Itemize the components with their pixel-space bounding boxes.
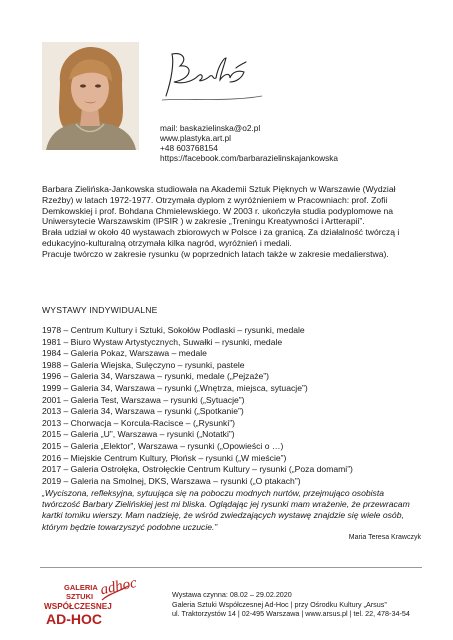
exhibition-item: 1999 – Galeria 34, Warszawa – rysunki („Wnętrza, miejsca, sytuacje”) bbox=[42, 382, 308, 393]
logo-line: SZTUKI bbox=[66, 592, 94, 601]
logo-script: adhoc bbox=[99, 575, 139, 599]
section-heading: WYSTAWY INDYWIDUALNE bbox=[42, 305, 158, 315]
footer-venue: Galeria Sztuki Współczesnej Ad-Hoc | przy Ośrodku Kultury „Arsus” bbox=[172, 599, 387, 609]
exhibition-item: 2019 – Galeria na Smolnej, DKS, Warszawa – rysunki („O ptakach”) bbox=[42, 475, 301, 486]
bio-paragraph: Brała udział w około 40 wystawach zbiorowych w Polsce i za granicą. Za działalność twórczą i edukacyjno-kulturalną otrzymała kilka nagród, wyróżnień i medali. bbox=[42, 227, 400, 248]
contact-website[interactable]: www.plastyka.art.pl bbox=[160, 133, 232, 143]
exhibition-item: 1988 – Galeria Wiejska, Sulęczyno – rysunki, pastele bbox=[42, 359, 245, 370]
exhibition-item: 1978 – Centrum Kultury i Sztuki, Sokołów Podlaski – rysunki, medale bbox=[42, 325, 305, 335]
logo-line: WSPÓŁCZESNEJ bbox=[44, 602, 112, 611]
exhibition-item: 1981 – Biuro Wystaw Artystycznych, Suwałki – rysunki, medale bbox=[42, 336, 283, 347]
exhibition-item: 1984 – Galeria Pokaz, Warszawa – medale bbox=[42, 348, 207, 359]
contact-phone: +48 603768154 bbox=[160, 143, 218, 153]
bio-paragraph: Pracuje twórczo w zakresie rysunku (w poprzednich latach także w zakresie medalierstwa). bbox=[42, 248, 389, 259]
footer-dates: Wystawa czynna: 08.02 – 29.02.2020 bbox=[172, 590, 292, 599]
exhibition-item: 2016 – Miejskie Centrum Kultury, Płońsk – rysunki („W mieście”) bbox=[42, 452, 287, 463]
footer-divider bbox=[40, 567, 422, 568]
review-quote: „Wyciszona, refleksyjna, sytuująca się na poboczu modnych nurtów, przejmująco osobista twórczość Barbary Zielińskiej jest mi bliska. Oglądając jej rysunki mam wrażenie, że przewracam kartki tomiku wierszy. Mam nadzieję, że wśród zwiedzających wystawę znajdzie się wiele osób, którym będzie towarzyszyć podobne uczucie.” bbox=[42, 488, 410, 532]
exhibition-item: 2015 – Galeria „U”, Warszawa – rysunki („Notatki”) bbox=[42, 429, 235, 440]
exhibition-item: 2001 – Galeria Test, Warszawa – rysunki („Sytuacje”) bbox=[42, 394, 245, 405]
exhibition-item: 2013 – Chorwacja – Korcula-Racisce – („Rysunki”) bbox=[42, 417, 235, 428]
quote-author: Maria Teresa Krawczyk bbox=[348, 534, 421, 541]
footer-address: ul. Traktorzystów 14 | 02-495 Warszawa | www.arsus.pl | tel. 22, 478-34-54 bbox=[172, 609, 410, 619]
gallery-logo bbox=[42, 572, 152, 634]
logo-line: GALERIA bbox=[64, 583, 98, 592]
contact-facebook[interactable]: https://facebook.com/barbarazielinskajankowska bbox=[160, 153, 339, 163]
contact-info bbox=[160, 123, 338, 163]
portrait-image bbox=[42, 42, 139, 150]
exhibition-list bbox=[42, 325, 353, 487]
artist-bio bbox=[42, 184, 428, 260]
exhibition-item: 1996 – Galeria 34, Warszawa – rysunki, medale („Pejzaże”) bbox=[42, 371, 270, 382]
exhibition-item: 2015 – Galeria „Elektor”, Warszawa – rysunki („Opowieści o …) bbox=[42, 440, 284, 451]
exhibition-item: 2013 – Galeria 34, Warszawa – rysunki („Spotkanie”) bbox=[42, 406, 244, 417]
exhibition-item: 2017 – Galeria Ostrołęka, Ostrołęckie Centrum Kultury – rysunki („Poza domami”) bbox=[42, 464, 353, 475]
contact-email[interactable]: mail: baskazielinska@o2.pl bbox=[160, 123, 261, 133]
bio-paragraph: Barbara Zielińska-Jankowska studiowała na Akademii Sztuk Pięknych w Warszawie (Wydział Rzeźby) w latach 1972-1977. Otrzymała dyplom z wyróżnieniem w Pracowniach: prof. Zofii Demkowskiej i prof. Bohdana Chmielewskiego. W 2003 r. ukończyła studia podyplomowe na Uniwersytecie Warszawskim (IPSIR ) w zakresie „Treningu Kreatywności i Artterapii”. bbox=[42, 184, 396, 227]
exhibition-footer bbox=[172, 590, 410, 619]
artist-signature bbox=[158, 48, 268, 108]
artist-portrait-photo bbox=[42, 42, 139, 150]
logo-line: AD-HOC bbox=[46, 611, 102, 627]
